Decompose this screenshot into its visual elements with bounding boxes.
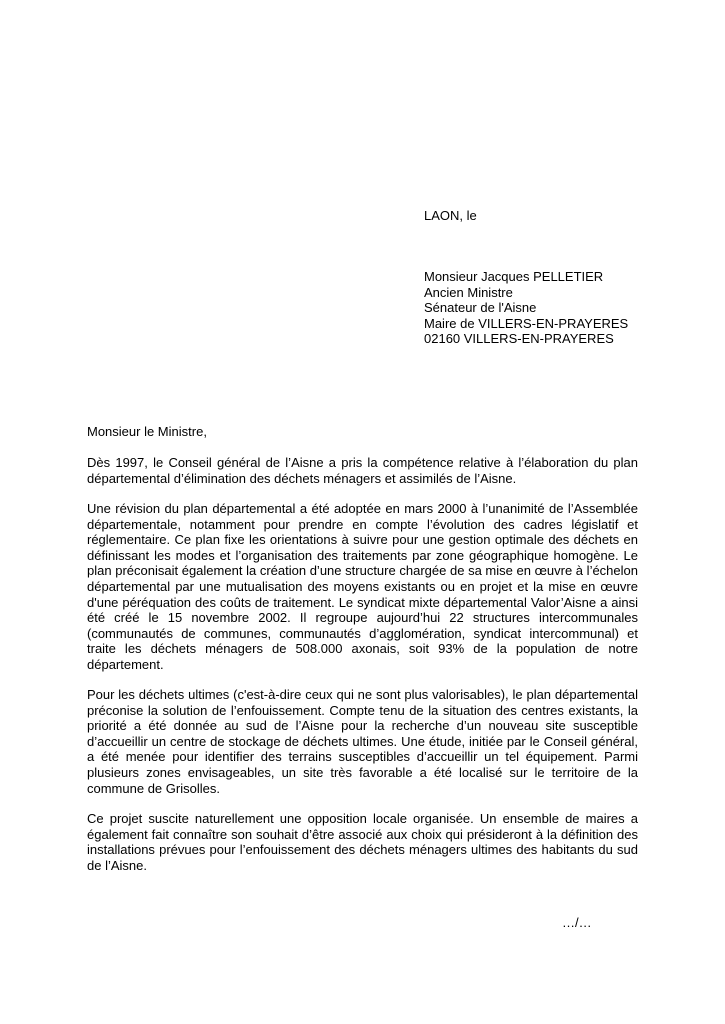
recipient-title-mayor: Maire de VILLERS-EN-PRAYERES <box>424 315 629 331</box>
paragraph-ultimate-waste: Pour les déchets ultimes (c'est-à-dire ceux qui ne sont plus valorisables), le plan départemental préconise la solution de l’enfouissement. Compte tenu de la situation des centres existants, la priorité a été donnée au sud de l’Aisne pour la recherche d’un nouveau site susceptible d’accueillir un centre de stockage de déchets ultimes. Une étude, initiée par le Conseil général, a été menée pour identifier des terrains susceptibles d’accueillir un tel équipement. Parmi plusieurs zones envisageables, un site très favorable a été localisé sur le territoire de la commune de Grisolles. <box>87 687 638 796</box>
recipient-address <box>424 269 628 347</box>
paragraph-local-opposition: Ce projet suscite naturellement une opposition locale organisée. Un ensemble de maires a également fait connaître son souhait d’être associé aux choix qui présideront à la définition des installations prévues pour l’enfouissement des déchets ménagers ultimes des habitants du sud de l’Aisne. <box>87 811 638 873</box>
recipient-postal-line: 02160 VILLERS-EN-PRAYERES <box>424 331 614 347</box>
place-date: LAON, le <box>424 208 477 223</box>
salutation: Monsieur le Ministre, <box>87 424 207 439</box>
recipient-title-senator: Sénateur de l'Aisne <box>424 300 537 316</box>
recipient-name: Monsieur Jacques PELLETIER <box>424 269 604 284</box>
paragraph-competence: Dès 1997, le Conseil général de l’Aisne a pris la compétence relative à l’élaboration du plan départemental d’élimination des déchets ménagers et assimilés de l’Aisne. <box>87 455 638 486</box>
continuation-mark: …/… <box>562 915 592 930</box>
paragraph-plan-revision: Une révision du plan départemental a été adoptée en mars 2000 à l’unanimité de l’Assemblée départementale, notamment pour prendre en compte l’évolution des cadres législatif et réglementaire. Ce plan fixe les orientations à suivre pour une gestion optimale des déchets en définissant les modes et l’organisation des traitements par zone géographique homogène. Le plan préconisait également la création d’une structure chargée de sa mise en œuvre à l’échelon départemental par une mutualisation des moyens existants ou en projet et la mise en œuvre d'une péréquation des coûts de traitement. Le syndicat mixte départemental Valor’Aisne a ainsi été créé le 15 novembre 2002. Il regroupe aujourd’hui 22 structures intercommunales (communautés de communes, communautés d’agglomération, syndicat intercommunal) et traite les déchets ménagers de 508.000 axonais, soit 93% de la population de notre département. <box>87 501 638 672</box>
recipient-title-former-minister: Ancien Ministre <box>424 284 513 300</box>
